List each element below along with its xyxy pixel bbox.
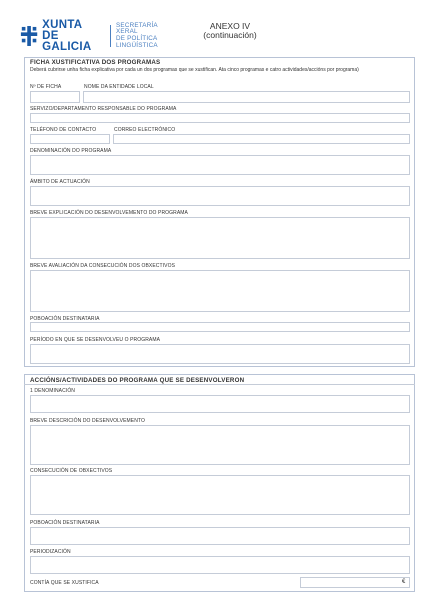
logo-name: XUNTA DE GALICIA [42, 18, 92, 53]
section2-title: ACCIÓNS/ACTIVIDADES DO PROGRAMA QUE SE DESENVOLVERON [30, 377, 245, 384]
department-field[interactable] [30, 113, 410, 123]
galicia-cross-icon [20, 24, 38, 48]
scope-field[interactable] [30, 186, 410, 206]
label-target-population: POBOACIÓN DESTINATARIA [30, 316, 100, 322]
section1-note: Deberá cubrirse unha ficha explicativa por cada un dos programas que se xustifican. Ata cinco programas e catro actividades/accións por programa) [30, 67, 359, 73]
target-population-field[interactable] [30, 322, 410, 332]
xunta-logo [20, 18, 175, 53]
label-email: CORREO ELECTRÓNICO [114, 127, 176, 133]
activity-name-field[interactable] [30, 395, 410, 413]
label-activity-population: POBOACIÓN DESTINATARIA [30, 520, 100, 526]
period-field[interactable] [30, 344, 410, 364]
section2-divider [24, 384, 415, 385]
label-objectives: CONSECUCIÓN DE OBXECTIVOS [30, 468, 113, 474]
section1-title: FICHA XUSTIFICATIVA DOS PROGRAMAS [30, 59, 161, 66]
explanation-field[interactable] [30, 217, 410, 259]
label-amount: CONTÍA QUE SE XUSTIFICA [30, 580, 99, 586]
logo-separator [110, 25, 111, 47]
annex-title: ANEXO IV [209, 21, 251, 31]
objectives-field[interactable] [30, 475, 410, 515]
logo-department: SECRETARÍA XERAL DE POLÍTICA LINGÜÍSTICA [116, 21, 158, 49]
label-department: SERVIZO/DEPARTAMENTO RESPONSABLE DO PROGRAMA [30, 106, 177, 112]
label-activity-name: 1 DENOMINACIÓN [30, 388, 76, 394]
activity-population-field[interactable] [30, 527, 410, 545]
evaluation-field[interactable] [30, 270, 410, 312]
label-period: PERÍODO EN QUE SE DESENVOLVEU O PROGRAMA [30, 337, 161, 343]
amount-field[interactable] [300, 577, 410, 588]
annex-subtitle: (continuación) [203, 30, 257, 40]
activity-description-field[interactable] [30, 425, 410, 465]
scheduling-field[interactable] [30, 556, 410, 574]
label-ficha-number: Nº DE FICHA [30, 84, 62, 90]
programme-name-field[interactable] [30, 155, 410, 175]
phone-field[interactable] [30, 134, 110, 144]
label-scope: ÁMBITO DE ACTUACIÓN [30, 179, 90, 185]
ficha-number-field[interactable] [30, 91, 80, 103]
label-phone: TELÉFONO DE CONTACTO [30, 127, 97, 133]
label-programme-name: DENOMINACIÓN DO PROGRAMA [30, 148, 112, 154]
annex-heading [190, 22, 270, 40]
label-activity-description: BREVE DESCRICIÓN DO DESENVOLVEMENTO [30, 418, 146, 424]
euro-symbol: € [402, 579, 406, 585]
label-entity-name: NOME DA ENTIDADE LOCAL [84, 84, 154, 90]
label-scheduling: PERIODIZACIÓN [30, 549, 71, 555]
label-evaluation: BREVE AVALIACIÓN DA CONSECUCIÓN DOS OBXECTIVOS [30, 263, 176, 269]
label-explanation: BREVE EXPLICACIÓN DO DESENVOLVEMENTO DO PROGRAMA [30, 210, 188, 216]
entity-name-field[interactable] [83, 91, 410, 103]
email-field[interactable] [113, 134, 410, 144]
